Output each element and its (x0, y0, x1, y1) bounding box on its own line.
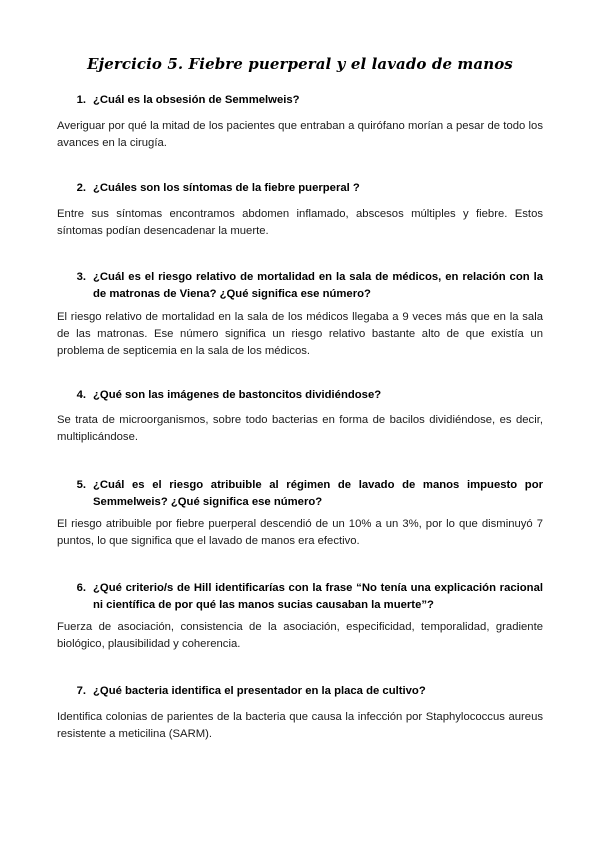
question-number: 6. (76, 582, 86, 594)
question-text: ¿Cuál es el riesgo atribuible al régimen de lavado de manos impuesto por Semmelweis? ¿Qué significa ese número? (93, 479, 543, 508)
question (57, 92, 543, 109)
answer-text: El riesgo atribuible por fiebre puerperal descendió de un 10% a un 3%, por lo que disminuyó 7 puntos, lo que significa que el lavado de manos era efectivo. (57, 518, 543, 547)
answer-text: Se trata de microorganismos, sobre todo bacterias en forma de bacilos dividiéndose, es decir, multiplicándose. (57, 414, 543, 443)
qa-item (57, 387, 543, 404)
question (57, 180, 543, 197)
question-number: 3. (76, 271, 86, 283)
question-text: ¿Cuáles son los síntomas de la fiebre puerperal ? (93, 182, 360, 194)
answer-text: Averiguar por qué la mitad de los pacientes que entraban a quirófano morían a pesar de todo los avances en la cirugía. (57, 120, 543, 149)
qa-item (57, 92, 543, 109)
answer-text: Entre sus síntomas encontramos abdomen inflamado, abscesos múltiples y fiebre. Estos síntomas podían desencadenar la muerte. (57, 208, 543, 237)
qa-item (57, 180, 543, 197)
answer-text: Fuerza de asociación, consistencia de la asociación, especificidad, temporalidad, gradiente biológico, plausibilidad y coherencia. (57, 621, 543, 650)
question-number: 4. (76, 389, 86, 401)
question-text: ¿Qué criterio/s de Hill identificarías con la frase “No tenía una explicación racional ni científica de por qué las manos sucias causaban la muerte”? (93, 582, 543, 611)
qa-item (57, 683, 543, 700)
question-text: ¿Qué son las imágenes de bastoncitos dividiéndose? (93, 389, 382, 401)
question-number: 1. (76, 94, 86, 106)
question-text: ¿Qué bacteria identifica el presentador en la placa de cultivo? (93, 685, 426, 697)
qa-item (57, 477, 543, 510)
qa-item (57, 580, 543, 613)
question (57, 269, 543, 302)
question-text: ¿Cuál es el riesgo relativo de mortalidad en la sala de médicos, en relación con la de matronas de Viena? ¿Qué significa ese número? (93, 271, 543, 300)
answer-text: Identifica colonias de parientes de la bacteria que causa la infección por Staphylococcus aureus resistente a meticilina (SARM). (57, 711, 543, 740)
question (57, 683, 543, 700)
question (57, 580, 543, 613)
page-title: Ejercicio 5. Fiebre puerperal y el lavado de manos (87, 55, 513, 73)
question-number: 7. (76, 685, 86, 697)
qa-item (57, 269, 543, 302)
question (57, 387, 543, 404)
answer-text: El riesgo relativo de mortalidad en la sala de los médicos llegaba a 9 veces más que en la sala de las matronas. Ese número significa un riesgo relativo bastante alto de que existía un problema de septicemia en la sala de los médicos. (57, 311, 543, 357)
question-number: 5. (76, 479, 86, 491)
question (57, 477, 543, 510)
question-text: ¿Cuál es la obsesión de Semmelweis? (93, 94, 300, 106)
question-number: 2. (76, 182, 86, 194)
